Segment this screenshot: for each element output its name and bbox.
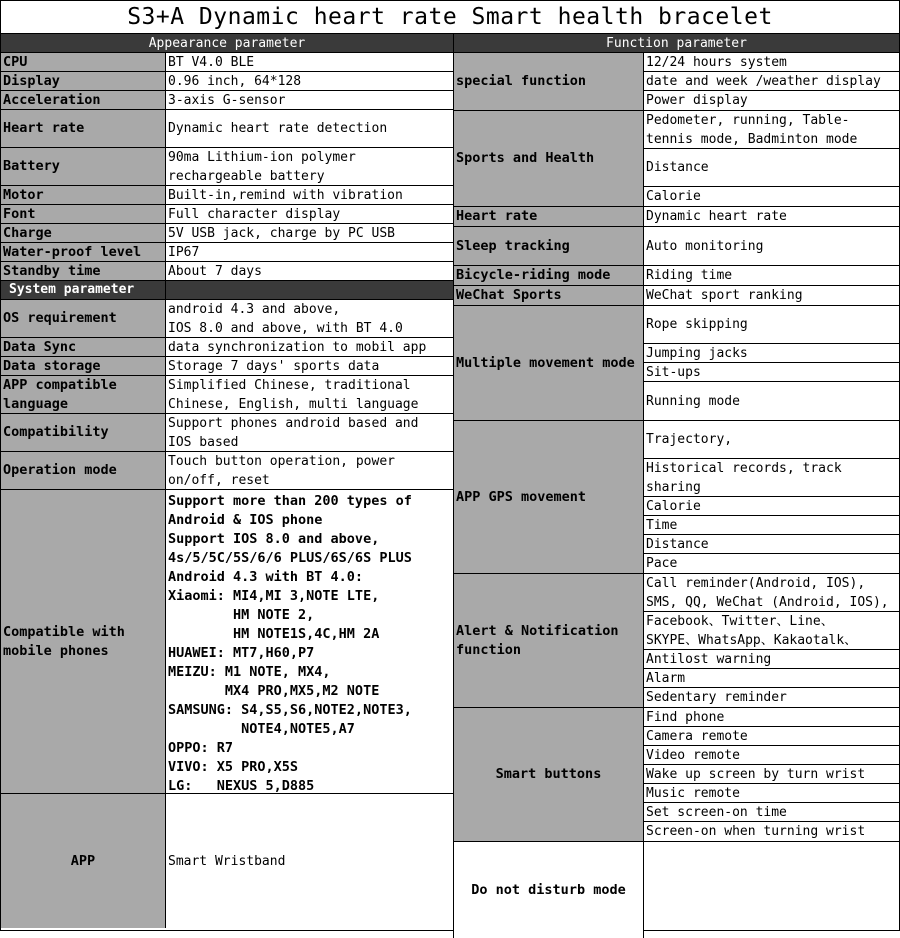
system-key-operation-mode: Operation mode: [1, 452, 166, 489]
phone-line: SAMSUNG: S4,S5,S6,NOTE2,NOTE3,: [168, 702, 412, 718]
system-key-data-storage: Data storage: [1, 357, 166, 375]
phone-line: NOTE4,NOTE5,A7: [168, 721, 355, 737]
function-key-do-not-disturb-mode: Do not disturb mode: [454, 842, 644, 938]
phones-list: [166, 490, 453, 793]
system-value-data-sync: data synchronization to mobil app: [168, 339, 427, 355]
function-key-smart-buttons: Smart buttons: [454, 708, 644, 841]
function-item: Riding time: [646, 268, 733, 283]
appearance-value-font: Full character display: [168, 206, 341, 222]
function-group-multiple-movement-mode: [454, 306, 899, 421]
function-item: Alarm: [644, 669, 899, 688]
system-key-app-compatible-language: APP compatible language: [1, 376, 166, 413]
phone-line: Xiaomi: MI4,MI 3,NOTE LTE,: [168, 588, 380, 604]
function-key-sleep-tracking: Sleep tracking: [454, 227, 644, 265]
phones-row: [1, 490, 453, 794]
appearance-key-acceleration: Acceleration: [1, 91, 166, 109]
appearance-value-standby-time: About 7 days: [168, 263, 262, 279]
function-item: Distance: [644, 149, 899, 187]
system-row-app-compatible-language: [1, 376, 453, 414]
function-item: Sedentary reminder: [646, 690, 787, 705]
function-item: Facebook、Twitter、Line、 SKYPE、WhatsApp、Kakaotalk、: [644, 612, 899, 650]
function-key-sports-and-health: Sports and Health: [454, 111, 644, 206]
phone-line: HUAWEI: MT7,H60,P7: [168, 645, 315, 661]
appearance-value-water-proof-level: IP67: [168, 244, 200, 260]
system-row-data-sync: [1, 338, 453, 357]
appearance-value-charge: 5V USB jack, charge by PC USB: [168, 225, 395, 241]
phone-line: VIVO: X5 PRO,X5S: [168, 759, 299, 775]
appearance-header: Appearance parameter: [1, 34, 453, 53]
phone-line: MEIZU: M1 NOTE, MX4,: [168, 664, 331, 680]
function-item: Set screen-on time: [644, 803, 899, 822]
system-key-os-requirement: OS requirement: [1, 300, 166, 337]
appearance-row-charge: [1, 224, 453, 243]
system-value-operation-mode: Touch button operation, power on/off, reset: [168, 453, 395, 488]
function-key-app-gps-movement: APP GPS movement: [454, 421, 644, 573]
appearance-row-font: [1, 205, 453, 224]
appearance-key-display: Display: [1, 72, 166, 90]
system-table: [1, 300, 453, 490]
function-item: Music remote: [644, 784, 899, 803]
function-group-alert-notification-function: [454, 574, 899, 708]
function-header: Function parameter: [454, 34, 899, 53]
system-value-app-compatible-language: Simplified Chinese, traditional Chinese, English, multi language: [168, 377, 419, 412]
appearance-value-heart-rate: Dynamic heart rate detection: [168, 121, 388, 136]
function-item: Time: [644, 516, 899, 535]
function-group-wechat-sports: [454, 286, 899, 306]
appearance-key-battery: Battery: [1, 148, 166, 185]
left-column: [1, 34, 453, 928]
function-group-do-not-disturb-mode: [454, 842, 899, 938]
function-item: Power display: [646, 93, 748, 108]
function-item: Antilost warning: [644, 650, 899, 669]
function-item: Call reminder(Android, IOS), SMS, QQ, WeChat (Android, IOS),: [644, 574, 899, 612]
appearance-value-display: 0.96 inch, 64*128: [168, 73, 302, 89]
function-item: Historical records, track sharing: [644, 459, 899, 497]
appearance-row-water-proof-level: [1, 243, 453, 262]
appearance-row-cpu: [1, 53, 453, 72]
system-value-compatibility: Support phones android based and IOS based: [168, 415, 419, 450]
function-key-alert-notification-function: Alert & Notification function: [454, 574, 644, 707]
appearance-key-water-proof-level: Water-proof level: [1, 243, 166, 261]
function-item: Wake up screen by turn wrist: [644, 765, 899, 784]
phone-line: Android & IOS phone: [168, 512, 323, 528]
phone-line: Support more than 200 types of: [168, 493, 412, 509]
app-value-cell: [166, 794, 453, 928]
function-item: Running mode: [646, 393, 740, 409]
system-key-data-sync: Data Sync: [1, 338, 166, 356]
function-group-special-function: [454, 53, 899, 111]
appearance-row-acceleration: [1, 91, 453, 110]
function-item: Calorie: [644, 497, 899, 516]
function-group-bicycle-riding-mode: [454, 266, 899, 286]
function-item: [644, 842, 899, 938]
phone-line: OPPO: R7: [168, 740, 234, 756]
system-row-compatibility: [1, 414, 453, 452]
app-label: APP: [1, 794, 166, 928]
system-header-fill: [166, 281, 453, 299]
app-row: [1, 794, 453, 928]
function-group-sleep-tracking: [454, 227, 899, 266]
system-row-os-requirement: [1, 300, 453, 338]
system-key-compatibility: Compatibility: [1, 414, 166, 451]
appearance-value-battery: 90ma Lithium-ion polymer rechargeable battery: [168, 149, 356, 184]
function-item: Pace: [646, 556, 678, 571]
function-item: WeChat sport ranking: [646, 288, 803, 303]
appearance-key-cpu: CPU: [1, 53, 166, 71]
appearance-value-acceleration: 3-axis G-sensor: [168, 92, 286, 108]
page-title: S3+A Dynamic heart rate Smart health bracelet: [1, 1, 899, 34]
function-item: Camera remote: [644, 727, 899, 746]
phone-line: Android 4.3 with BT 4.0:: [168, 569, 364, 585]
function-item: Jumping jacks: [644, 344, 899, 363]
appearance-row-heart-rate: [1, 110, 453, 148]
appearance-row-display: [1, 72, 453, 91]
appearance-key-heart-rate: Heart rate: [1, 110, 166, 147]
appearance-row-motor: [1, 186, 453, 205]
function-key-heart-rate: Heart rate: [454, 207, 644, 226]
appearance-row-battery: [1, 148, 453, 186]
function-key-special-function: special function: [454, 53, 644, 110]
function-item: Auto monitoring: [646, 238, 764, 254]
function-item: Trajectory,: [644, 421, 899, 459]
function-item: Calorie: [646, 189, 701, 204]
system-value-os-requirement: android 4.3 and above, IOS 8.0 and above, with BT 4.0: [168, 301, 403, 336]
function-item: Screen-on when turning wrist: [646, 824, 866, 839]
right-column: [453, 34, 899, 938]
function-group-sports-and-health: [454, 111, 899, 207]
phone-line: MX4 PRO,MX5,M2 NOTE: [168, 683, 380, 699]
appearance-value-motor: Built-in,remind with vibration: [168, 187, 403, 203]
system-header-row: [1, 281, 453, 300]
function-item: Pedometer, running, Table- tennis mode, Badminton mode: [644, 111, 899, 149]
function-group-app-gps-movement: [454, 421, 899, 574]
function-item: Distance: [644, 535, 899, 554]
phone-line: LG: NEXUS 5,D885: [168, 778, 315, 793]
function-item: date and week /weather display: [644, 72, 899, 91]
phones-label: Compatible with mobile phones: [1, 490, 166, 793]
function-item: Dynamic heart rate: [646, 209, 787, 224]
app-name: Smart Wristband: [168, 853, 286, 869]
system-value-data-storage: Storage 7 days' sports data: [168, 358, 380, 374]
appearance-table: [1, 53, 453, 281]
system-header: System parameter: [1, 281, 166, 299]
function-group-smart-buttons: [454, 708, 899, 842]
appearance-key-motor: Motor: [1, 186, 166, 204]
function-key-bicycle-riding-mode: Bicycle-riding mode: [454, 266, 644, 285]
phone-line: Support IOS 8.0 and above,: [168, 531, 380, 547]
appearance-key-standby-time: Standby time: [1, 262, 166, 280]
phone-line: 4s/5/5C/5S/6/6 PLUS/6S/6S PLUS: [168, 550, 412, 566]
function-item: 12/24 hours system: [644, 53, 899, 72]
appearance-key-charge: Charge: [1, 224, 166, 242]
function-key-multiple-movement-mode: Multiple movement mode: [454, 306, 644, 420]
function-item: Rope skipping: [644, 306, 899, 344]
phone-line: HM NOTE1S,4C,HM 2A: [168, 626, 380, 642]
appearance-value-cpu: BT V4.0 BLE: [168, 54, 255, 70]
system-row-data-storage: [1, 357, 453, 376]
function-table: [454, 53, 899, 938]
function-key-wechat-sports: WeChat Sports: [454, 286, 644, 305]
function-item: Find phone: [644, 708, 899, 727]
system-row-operation-mode: [1, 452, 453, 490]
appearance-key-font: Font: [1, 205, 166, 223]
function-item: Video remote: [644, 746, 899, 765]
phone-line: HM NOTE 2,: [168, 607, 315, 623]
function-item: Sit-ups: [644, 363, 899, 382]
function-group-heart-rate: [454, 207, 899, 227]
appearance-row-standby-time: [1, 262, 453, 281]
